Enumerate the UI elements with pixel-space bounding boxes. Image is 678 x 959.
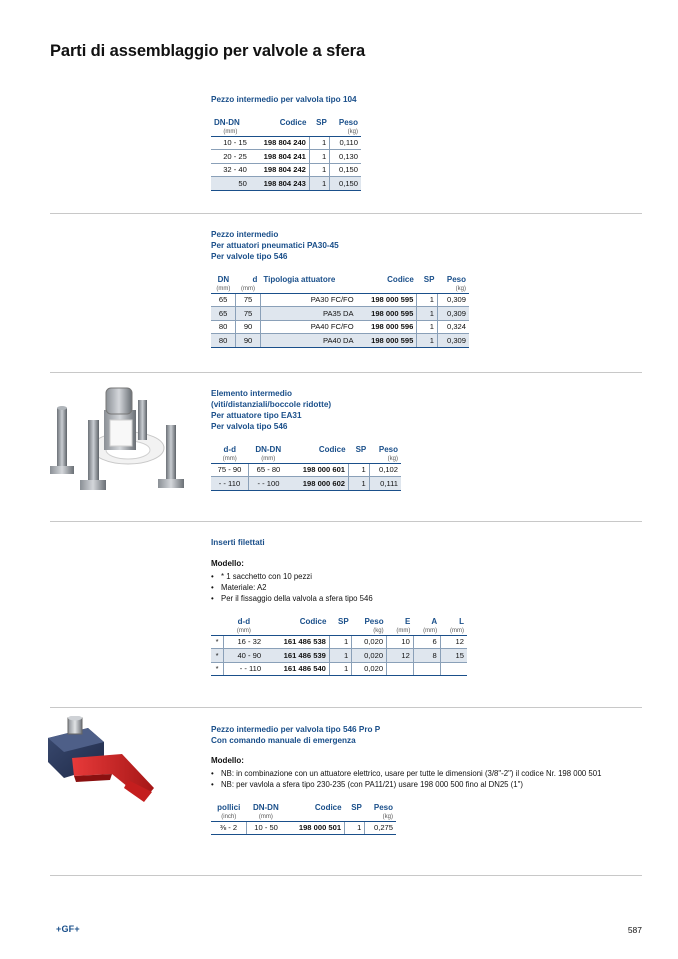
cell: 1 xyxy=(417,320,438,334)
cell: 12 xyxy=(387,649,414,663)
cell: 6 xyxy=(413,635,440,649)
col-header: E xyxy=(405,617,411,626)
notes-list xyxy=(211,768,641,790)
cell: 0,102 xyxy=(369,463,401,477)
table-row xyxy=(211,177,361,191)
unit-label: (kg) xyxy=(365,813,396,821)
spec-table xyxy=(211,274,469,348)
table-row xyxy=(211,163,361,177)
section-valve-104 xyxy=(211,94,361,191)
cell-code: 198 000 596 xyxy=(357,320,417,334)
cell: 12 xyxy=(440,635,467,649)
cell: 0,150 xyxy=(330,177,361,191)
col-header: L xyxy=(459,617,464,626)
cell: 90 xyxy=(236,320,261,334)
col-header: Codice xyxy=(314,803,342,812)
cell-code: 198 000 595 xyxy=(357,307,417,321)
cell: 65 xyxy=(211,307,236,321)
cell: 0,020 xyxy=(352,649,387,663)
cell-code: 161 486 538 xyxy=(264,635,329,649)
table-row xyxy=(211,293,469,307)
cell-code: 161 486 539 xyxy=(264,649,329,663)
cell xyxy=(440,662,467,676)
unit-label: (kg) xyxy=(369,455,401,463)
cell: 1 xyxy=(417,293,438,307)
col-header: SP xyxy=(423,275,435,284)
unit-label: (mm) xyxy=(211,128,250,136)
unit-label: (mm) xyxy=(413,627,440,635)
cell: - - 110 xyxy=(211,477,248,491)
col-header: Tipologia attuatore xyxy=(263,275,336,284)
col-header: Peso xyxy=(338,118,358,127)
unit-label: (mm) xyxy=(246,813,285,821)
unit-label: (mm) xyxy=(387,627,414,635)
cell: 0,020 xyxy=(352,635,387,649)
col-header: SP xyxy=(338,617,349,626)
section-title: Pezzo intermedio xyxy=(211,230,279,239)
note-item: • * 1 sacchetto con 10 pezzi xyxy=(211,571,467,582)
cell: - - 110 xyxy=(224,662,264,676)
cell: 65 xyxy=(211,293,236,307)
cell: 0,130 xyxy=(330,150,361,164)
unit-label: (inch) xyxy=(211,813,246,821)
section-title: Pezzo intermedio per valvola tipo 104 xyxy=(211,95,357,104)
cell xyxy=(387,662,414,676)
section-ea31 xyxy=(211,388,401,491)
col-header: DN-DN xyxy=(252,803,279,812)
divider xyxy=(50,213,642,214)
cell: * xyxy=(211,635,224,649)
cell: 1 xyxy=(329,635,351,649)
note-item: • NB: per vavlola a sfera tipo 230-235 (con PA11/21) usare 198 000 500 fino al DN25 (1") xyxy=(211,779,641,790)
unit-label: (mm) xyxy=(248,455,288,463)
note-item: • NB: in combinazione con un attuatore elettrico, usare per tutte le dimensioni (3/8"-2") il codice Nr. 198 000 501 xyxy=(211,768,641,779)
table-row xyxy=(211,320,469,334)
cell xyxy=(413,662,440,676)
cell-code: 161 486 540 xyxy=(264,662,329,676)
cell: PA35 DA xyxy=(260,307,356,321)
spec-table xyxy=(211,117,361,191)
cell: 1 xyxy=(329,649,351,663)
unit-label: (kg) xyxy=(437,285,469,293)
emergency-actuator-image xyxy=(44,716,160,816)
col-header: A xyxy=(431,617,438,626)
spec-table xyxy=(211,444,401,491)
col-header: d-d xyxy=(223,445,236,454)
section-title: Inserti filettati xyxy=(211,538,265,547)
col-header: Codice xyxy=(299,617,327,626)
cell: 15 xyxy=(440,649,467,663)
model-label: Modello: xyxy=(211,559,244,568)
cell: 0,020 xyxy=(352,662,387,676)
notes-list xyxy=(211,571,467,604)
section-pneumatic xyxy=(211,229,469,348)
section-546-pro-p xyxy=(211,724,641,835)
cell: 0,150 xyxy=(330,163,361,177)
unit-label: (mm) xyxy=(224,627,264,635)
section-title: Elemento intermedio xyxy=(211,389,292,398)
cell: 75 xyxy=(236,293,261,307)
gf-logo: +GF+ xyxy=(56,924,80,934)
section-title: Per valvola tipo 546 xyxy=(211,422,288,431)
cell: 0,111 xyxy=(369,477,401,491)
cell: 80 xyxy=(211,320,236,334)
cell: 40 - 90 xyxy=(224,649,264,663)
cell: PA40 FC/FO xyxy=(260,320,356,334)
table-row xyxy=(211,334,469,348)
unit-label: (mm) xyxy=(211,285,236,293)
cell: 90 xyxy=(236,334,261,348)
divider xyxy=(50,521,642,522)
col-header: Codice xyxy=(279,118,307,127)
cell: * xyxy=(211,662,224,676)
col-header: SP xyxy=(351,803,362,812)
cell: - - 100 xyxy=(248,477,288,491)
unit-label: (kg) xyxy=(330,128,361,136)
cell-code: 198 000 601 xyxy=(288,463,349,477)
col-header: d-d xyxy=(237,617,251,626)
cell: 32 - 40 xyxy=(211,163,250,177)
cell: 75 - 90 xyxy=(211,463,248,477)
cell: 0,275 xyxy=(365,821,396,835)
model-label: Modello: xyxy=(211,756,244,765)
col-header: Peso xyxy=(378,445,398,454)
table-row xyxy=(211,649,467,663)
intermediate-element-image xyxy=(46,380,190,510)
unit-label: (mm) xyxy=(440,627,467,635)
table-row xyxy=(211,821,396,835)
cell: ⅜ - 2 xyxy=(211,821,246,835)
cell-code: 198 000 595 xyxy=(357,334,417,348)
col-header: d xyxy=(252,275,258,284)
cell: 10 - 15 xyxy=(211,136,250,150)
col-header: DN xyxy=(217,275,230,284)
cell: 65 - 80 xyxy=(248,463,288,477)
cell-code: 198 804 240 xyxy=(250,136,310,150)
cell: 0,110 xyxy=(330,136,361,150)
table-row xyxy=(211,635,467,649)
table-row xyxy=(211,463,401,477)
col-header: Codice xyxy=(318,445,346,454)
cell: 1 xyxy=(349,463,370,477)
note-item: • Materiale: A2 xyxy=(211,582,467,593)
spec-table xyxy=(211,802,396,835)
col-header: Peso xyxy=(446,275,466,284)
cell: PA40 DA xyxy=(260,334,356,348)
cell: 8 xyxy=(413,649,440,663)
table-row xyxy=(211,307,469,321)
table-row xyxy=(211,150,361,164)
cell: 1 xyxy=(345,821,365,835)
col-header: pollici xyxy=(217,803,241,812)
section-title: Per attuatori pneumatici PA30-45 xyxy=(211,241,339,250)
cell: 20 - 25 xyxy=(211,150,250,164)
unit-label: (mm) xyxy=(236,285,261,293)
cell: 10 xyxy=(387,635,414,649)
cell: 1 xyxy=(417,334,438,348)
col-header xyxy=(211,616,224,627)
cell-code: 198 804 242 xyxy=(250,163,310,177)
cell: 0,309 xyxy=(437,293,469,307)
unit-label: (kg) xyxy=(352,627,387,635)
cell: 1 xyxy=(417,307,438,321)
col-header: SP xyxy=(355,445,367,454)
cell: 1 xyxy=(309,136,329,150)
page-title: Parti di assemblaggio per valvole a sfera xyxy=(50,42,366,60)
col-header: DN-DN xyxy=(255,445,282,454)
cell-code: 198 000 595 xyxy=(357,293,417,307)
cell: 1 xyxy=(309,163,329,177)
section-title: (viti/distanziali/boccole ridotte) xyxy=(211,400,332,409)
section-title: Per attuatore tipo EA31 xyxy=(211,411,302,420)
cell: 50 xyxy=(211,177,250,191)
table-row xyxy=(211,662,467,676)
cell: PA30 FC/FO xyxy=(260,293,356,307)
col-header: DN-DN xyxy=(214,118,240,127)
cell: 16 - 32 xyxy=(224,635,264,649)
cell: 0,309 xyxy=(437,307,469,321)
cell: 10 - 50 xyxy=(246,821,285,835)
section-title: Pezzo intermedio per valvola tipo 546 Pro P xyxy=(211,725,381,734)
col-header: Codice xyxy=(387,275,414,284)
unit-label: (mm) xyxy=(211,455,248,463)
table-row xyxy=(211,477,401,491)
spec-table xyxy=(211,616,467,676)
cell: 1 xyxy=(349,477,370,491)
cell-code: 198 804 243 xyxy=(250,177,310,191)
cell: 80 xyxy=(211,334,236,348)
col-header: Peso xyxy=(364,617,384,626)
note-item: • Per il fissaggio della valvola a sfera tipo 546 xyxy=(211,593,467,604)
page-number: 587 xyxy=(627,925,642,935)
col-header: SP xyxy=(316,118,327,127)
cell: 1 xyxy=(309,150,329,164)
col-header: Peso xyxy=(373,803,393,812)
divider xyxy=(50,372,642,373)
table-row xyxy=(211,136,361,150)
section-title: Per valvole tipo 546 xyxy=(211,252,288,261)
cell-code: 198 804 241 xyxy=(250,150,310,164)
cell: 0,309 xyxy=(437,334,469,348)
cell: 1 xyxy=(329,662,351,676)
cell: 1 xyxy=(309,177,329,191)
cell: * xyxy=(211,649,224,663)
divider xyxy=(50,707,642,708)
section-title: Con comando manuale di emergenza xyxy=(211,736,356,745)
divider xyxy=(50,875,642,876)
cell: 75 xyxy=(236,307,261,321)
cell-code: 198 000 501 xyxy=(285,821,344,835)
cell-code: 198 000 602 xyxy=(288,477,349,491)
section-threaded-inserts xyxy=(211,537,467,676)
cell: 0,324 xyxy=(437,320,469,334)
